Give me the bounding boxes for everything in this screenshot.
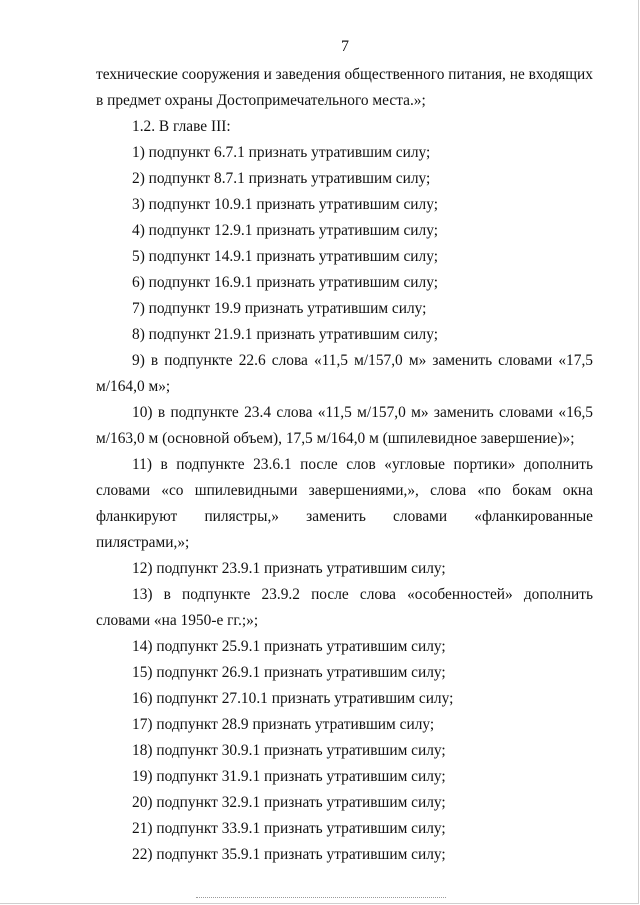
list-item: 18) подпункт 30.9.1 признать утратившим силу;	[132, 742, 446, 759]
list-item: 21) подпункт 33.9.1 признать утратившим силу;	[132, 820, 446, 837]
list-item: 20) подпункт 32.9.1 признать утратившим силу;	[132, 794, 446, 811]
list-item: 3) подпункт 10.9.1 признать утратившим силу;	[132, 196, 438, 213]
list-item: 1) подпункт 6.7.1 признать утратившим силу;	[132, 144, 431, 161]
list-item: 13) в подпункте 23.9.2 после слова «особенностей» дополнить словами «на 1950-е гг.;»;	[96, 586, 593, 629]
list-item: 16) подпункт 27.10.1 признать утратившим силу;	[132, 690, 454, 707]
list-item: 12) подпункт 23.9.1 признать утратившим силу;	[132, 560, 446, 577]
list-item: 14) подпункт 25.9.1 признать утратившим силу;	[132, 638, 446, 655]
list-item: 19) подпункт 31.9.1 признать утратившим силу;	[132, 768, 446, 785]
list-item: 15) подпункт 26.9.1 признать утратившим силу;	[132, 664, 446, 681]
paragraph: технические сооружения и заведения общественного питания, не входящих в предмет охраны Достопримечательного места.»;	[96, 66, 593, 109]
document-body	[96, 62, 593, 868]
list-item: 11) в подпункте 23.6.1 после слов «угловые портики» дополнить словами «со шпилевидными завершениями,», слова «по бокам окна фланкируют пилястры,» заменить словами «фланкированные пилястрами,»;	[96, 456, 593, 551]
page-number: 7	[341, 38, 349, 55]
list-item: 22) подпункт 35.9.1 признать утратившим силу;	[132, 846, 446, 863]
list-item: 9) в подпункте 22.6 слова «11,5 м/157,0 м» заменить словами «17,5 м/164,0 м»;	[96, 352, 593, 395]
list-item: 2) подпункт 8.7.1 признать утратившим силу;	[132, 170, 431, 187]
list-item: 10) в подпункте 23.4 слова «11,5 м/157,0 м» заменить словами «16,5 м/163,0 м (основной объем), 17,5 м/164,0 м (шпилевидное завершение)»;	[96, 404, 593, 447]
list-item: 5) подпункт 14.9.1 признать утратившим силу;	[132, 248, 438, 265]
list-item: 17) подпункт 28.9 признать утратившим силу;	[132, 716, 435, 733]
list-item: 6) подпункт 16.9.1 признать утратившим силу;	[132, 274, 438, 291]
list-item: 7) подпункт 19.9 признать утратившим силу;	[132, 300, 427, 317]
list-item: 4) подпункт 12.9.1 признать утратившим силу;	[132, 222, 438, 239]
paragraph: 1.2. В главе III:	[132, 118, 231, 135]
scan-bottom-artifact	[196, 897, 446, 898]
list-item: 8) подпункт 21.9.1 признать утратившим силу;	[132, 326, 438, 343]
